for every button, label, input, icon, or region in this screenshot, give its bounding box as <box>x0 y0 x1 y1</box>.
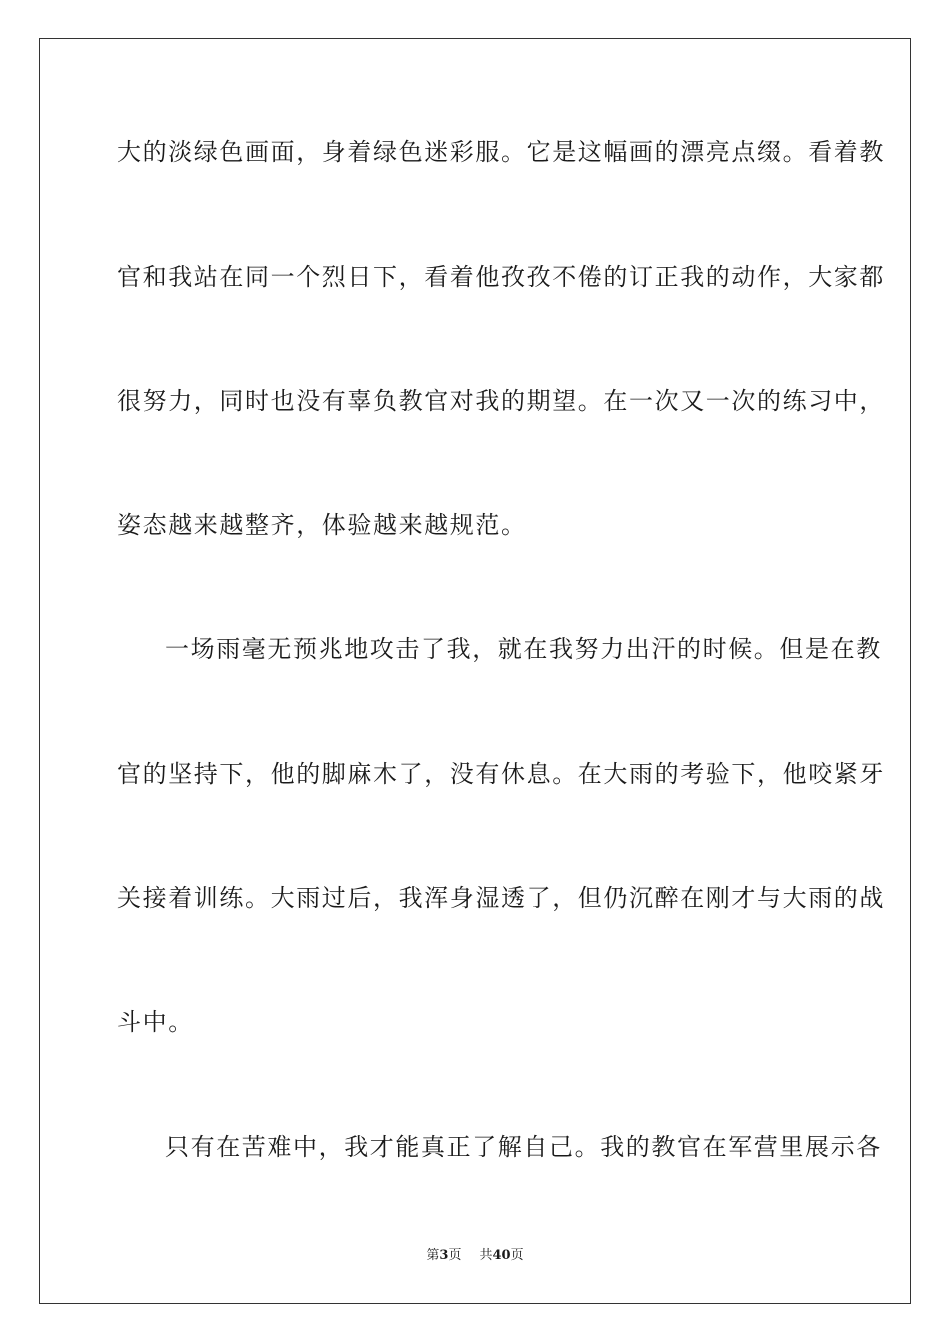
total-prefix: 共 <box>479 1248 493 1263</box>
page-current-number: 3 <box>439 1248 449 1263</box>
page-prefix: 第 <box>426 1248 440 1263</box>
page-footer <box>0 1247 950 1265</box>
page-border <box>39 38 911 1304</box>
page-suffix: 页 <box>448 1248 462 1263</box>
total-suffix: 页 <box>510 1248 524 1263</box>
paragraph-2-line-1: 一场雨毫无预兆地攻击了我，就在我努力出汗的时候。但是在教 <box>165 635 882 663</box>
text-line-2: 官和我站在同一个烈日下，看着他孜孜不倦的订正我的动作，大家都 <box>117 263 885 291</box>
paragraph-3-line-1: 只有在苦难中，我才能真正了解自己。我的教官在军营里展示各 <box>165 1133 882 1161</box>
text-line-4: 姿态越来越整齐，体验越来越规范。 <box>117 511 527 539</box>
page-total-number: 40 <box>492 1248 511 1263</box>
paragraph-2-line-4: 斗中。 <box>117 1008 194 1036</box>
text-line-3: 很努力，同时也没有辜负教官对我的期望。在一次又一次的练习中， <box>117 387 885 415</box>
text-line-1: 大的淡绿色画面，身着绿色迷彩服。它是这幅画的漂亮点缀。看着教 <box>117 138 885 166</box>
paragraph-2-line-3: 关接着训练。大雨过后，我浑身湿透了，但仍沉醉在刚才与大雨的战 <box>117 884 885 912</box>
paragraph-2-line-2: 官的坚持下，他的脚麻木了，没有休息。在大雨的考验下，他咬紧牙 <box>117 760 885 788</box>
